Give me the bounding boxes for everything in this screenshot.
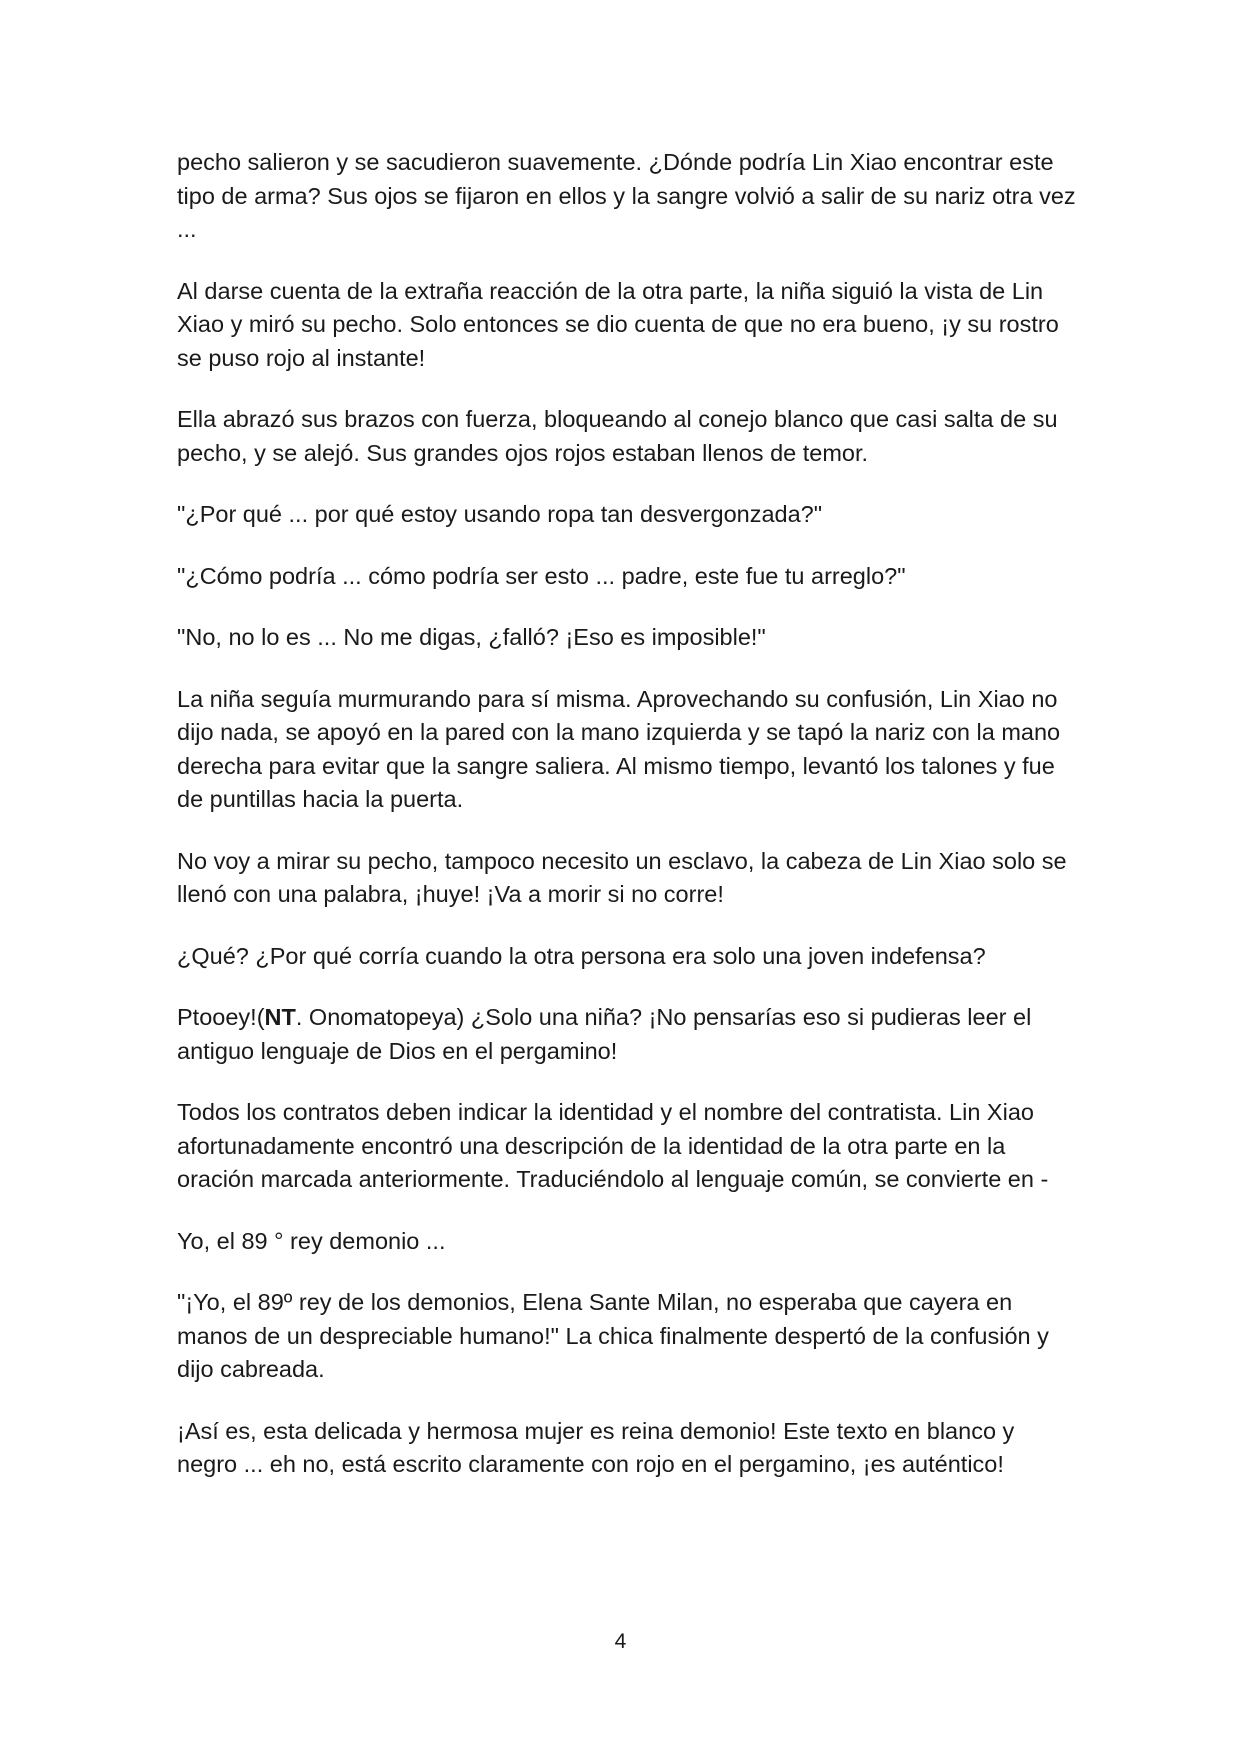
nt-text-after: . Onomatopeya) ¿Solo una niña? ¡No pensarías eso si pudieras leer el antiguo lenguaje de Dios en el pergamino! bbox=[177, 1004, 1032, 1064]
dialogue-paragraph: "¿Por qué ... por qué estoy usando ropa tan desvergonzada?" bbox=[177, 501, 823, 527]
dialogue-paragraph: "No, no lo es ... No me digas, ¿falló? ¡Eso es imposible!" bbox=[177, 624, 766, 650]
page-number: 4 bbox=[614, 1630, 627, 1653]
paragraph: ¿Qué? ¿Por qué corría cuando la otra persona era solo una joven indefensa? bbox=[177, 942, 986, 969]
paragraph: Todos los contratos deben indicar la identidad y el nombre del contratista. Lin Xiao afortunadamente encontró una descripción de la identidad de la otra parte en la oración marcada anteriormente. Traduciéndolo al lenguaje común, se convierte en - bbox=[177, 1099, 1049, 1192]
paragraph: La niña seguía murmurando para sí misma. Aprovechando su confusión, Lin Xiao no dijo nada, se apoyó en la pared con la mano izquierda y se tapó la nariz con la mano derecha para evitar que la sangre saliera. Al mismo tiempo, levantó los talones y fue de puntillas hacia la puerta. bbox=[177, 685, 1061, 812]
nt-text-before: Ptooey!( bbox=[177, 1004, 265, 1030]
paragraph: Yo, el 89 ° rey demonio ... bbox=[177, 1227, 446, 1254]
dialogue-paragraph: "¿Cómo podría ... cómo podría ser esto ... padre, este fue tu arreglo?" bbox=[177, 562, 906, 589]
paragraph: Ella abrazó sus brazos con fuerza, bloqueando al conejo blanco que casi salta de su pecho, y se alejó. Sus grandes ojos rojos estaban llenos de temor. bbox=[177, 406, 1058, 466]
translator-note-paragraph bbox=[177, 1001, 1077, 1068]
paragraph: Al darse cuenta de la extraña reacción de la otra parte, la niña siguió la vista de Lin Xiao y miró su pecho. Solo entonces se dio cuenta de que no era bueno, ¡y su rostro se puso rojo al instante! bbox=[177, 277, 1059, 371]
paragraph: pecho salieron y se sacudieron suavemente. ¿Dónde podría Lin Xiao encontrar este tipo de arma? Sus ojos se fijaron en ellos y la sangre volvió a salir de su nariz otra vez ... bbox=[177, 149, 1076, 242]
paragraph: ¡Así es, esta delicada y hermosa mujer es reina demonio! Este texto en blanco y negro ... eh no, está escrito claramente con rojo en el pergamino, ¡es auténtico! bbox=[177, 1417, 1015, 1477]
nt-label: NT bbox=[264, 1004, 296, 1030]
body-text bbox=[177, 146, 1077, 1482]
paragraph: No voy a mirar su pecho, tampoco necesito un esclavo, la cabeza de Lin Xiao solo se llenó con una palabra, ¡huye! ¡Va a morir si no corre! bbox=[177, 847, 1067, 907]
dialogue-paragraph: "¡Yo, el 89º rey de los demonios, Elena Sante Milan, no esperaba que cayera en manos de un despreciable humano!" La chica finalmente despertó de la confusión y dijo cabreada. bbox=[177, 1289, 1049, 1382]
